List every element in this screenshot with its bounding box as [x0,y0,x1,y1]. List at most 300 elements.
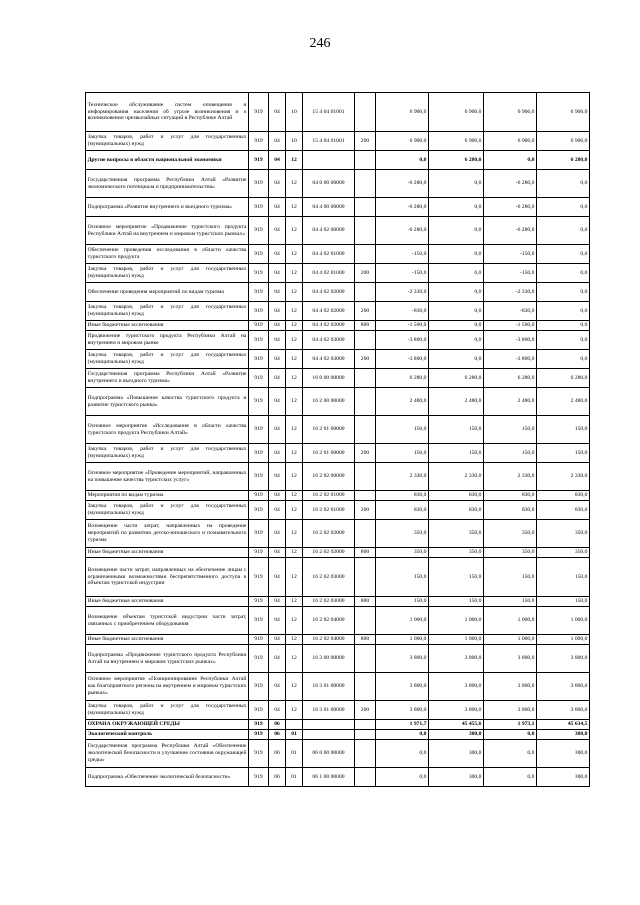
expense-type-code [355,768,376,787]
row-name: Возмещение части затрат, направленных на проведение мероприятий по развитию детско-юношеского и познавательного туризма [86,520,249,548]
section-code: 06 [269,740,286,768]
row-name: Основное мероприятие «Позиционирование Республики Алтай как благоприятного региона на внутреннем и мировом туристских рынках» [86,673,249,701]
amount-1: 3 800,0 [376,673,429,701]
target-article-code: 04 4 02 01000 [303,245,355,264]
target-article-code: 16 2 02 04000 [303,607,355,635]
row-name: Государственная программа Республики Алтай «Развитие экономического потенциала и предпринимательства» [86,170,249,198]
amount-1: -830,0 [376,302,429,321]
amount-3: -6 280,0 [484,170,537,198]
row-name: Иные бюджетные ассигнования [86,321,249,331]
section-code: 04 [269,444,286,463]
subsection-code: 12 [286,645,303,673]
admin-code: 919 [249,369,269,388]
admin-code: 919 [249,673,269,701]
amount-2: 150,0 [429,416,484,444]
table-row [86,198,590,217]
table-row [86,635,590,645]
amount-1: 1 000,0 [376,635,429,645]
amount-1: -150,0 [376,264,429,283]
amount-1: -3 800,0 [376,331,429,350]
admin-code: 919 [249,245,269,264]
subsection-code: 12 [286,520,303,548]
amount-1: 350,0 [376,548,429,558]
amount-3: 2 330,0 [484,463,537,491]
amount-3: 6 280,0 [484,369,537,388]
row-name: Подпрограмма «Развитие внутреннего и въездного туризма» [86,198,249,217]
admin-code: 919 [249,730,269,740]
table-row [86,416,590,444]
row-name: Закупка товаров, работ и услуг для государственных (муниципальных) нужд [86,444,249,463]
amount-2: 2 330,0 [429,463,484,491]
amount-1: 2 480,0 [376,388,429,416]
expense-type-code [355,198,376,217]
amount-1: -150,0 [376,245,429,264]
subsection-code: 12 [286,597,303,607]
target-article-code: 16 2 02 03000 [303,597,355,607]
expense-type-code [355,558,376,597]
amount-4: 1 000,0 [537,607,590,635]
admin-code: 919 [249,520,269,548]
section-code: 04 [269,635,286,645]
subsection-code: 12 [286,701,303,720]
amount-1: 150,0 [376,597,429,607]
subsection-code: 12 [286,388,303,416]
target-article-code [303,730,355,740]
target-article-code: 16 3 00 00000 [303,645,355,673]
table-row [86,645,590,673]
row-name: Техническое обслуживание систем оповещения и информирования населения об угрозе возникновения и о возникновении чрезвычайных ситуаций в Республике Алтай [86,93,249,132]
expense-type-code [355,217,376,245]
amount-4: 830,0 [537,491,590,501]
row-name: Иные бюджетные ассигнования [86,635,249,645]
amount-3: 150,0 [484,416,537,444]
amount-3: 0,0 [484,740,537,768]
amount-2: 0,0 [429,302,484,321]
row-name: Возмещение части затрат, направленных на обеспечение лицам с ограниченными возможностями беспрепятственного доступа к объектам туристской индустрии [86,558,249,597]
section-code: 04 [269,170,286,198]
table-row [86,558,590,597]
subsection-code: 12 [286,416,303,444]
amount-3: -3 800,0 [484,331,537,350]
amount-2: 1 000,0 [429,607,484,635]
amount-1: 6 906,0 [376,132,429,151]
subsection-code: 01 [286,730,303,740]
amount-3: 0,0 [484,151,537,170]
admin-code: 919 [249,170,269,198]
amount-4: 350,0 [537,548,590,558]
subsection-code: 12 [286,501,303,520]
target-article-code: 16 2 01 00000 [303,416,355,444]
target-article-code: 04 4 02 03000 [303,350,355,369]
target-article-code [303,720,355,730]
amount-2: 350,0 [429,520,484,548]
subsection-code: 12 [286,350,303,369]
amount-4: 0,0 [537,170,590,198]
admin-code: 919 [249,607,269,635]
admin-code: 919 [249,132,269,151]
amount-3: -6 280,0 [484,217,537,245]
expense-type-code [355,388,376,416]
amount-1: 6 280,0 [376,369,429,388]
subsection-code: 10 [286,132,303,151]
row-name: Закупка товаров, работ и услуг для государственных (муниципальных) нужд [86,501,249,520]
amount-4: 0,0 [537,350,590,369]
section-code: 04 [269,264,286,283]
admin-code: 919 [249,444,269,463]
target-article-code: 04 4 02 02000 [303,283,355,302]
amount-4: 300,0 [537,730,590,740]
row-name: Закупка товаров, работ и услуг для государственных (муниципальных) нужд [86,264,249,283]
table-row [86,283,590,302]
amount-1: 1 971,7 [376,720,429,730]
row-name: Подпрограмма «Продвижение туристского продукта Республики Алтай на внутреннем и мировом туристских рынках» [86,645,249,673]
amount-2: 0,0 [429,350,484,369]
expense-type-code [355,369,376,388]
amount-1: 3 800,0 [376,645,429,673]
amount-2: 830,0 [429,491,484,501]
target-article-code: 15 4 04 01001 [303,93,355,132]
section-code: 04 [269,558,286,597]
amount-3: 2 480,0 [484,388,537,416]
expense-type-code [355,720,376,730]
table-row [86,444,590,463]
subsection-code: 01 [286,768,303,787]
row-name: Другие вопросы в области национальной экономики [86,151,249,170]
section-code: 04 [269,331,286,350]
amount-3: 1 973,1 [484,720,537,730]
table-row [86,491,590,501]
expense-type-code [355,93,376,132]
row-name: ОХРАНА ОКРУЖАЮЩЕЙ СРЕДЫ [86,720,249,730]
amount-4: 150,0 [537,558,590,597]
amount-4: 830,0 [537,501,590,520]
target-article-code: 04 4 02 03000 [303,331,355,350]
subsection-code: 12 [286,635,303,645]
expense-type-code [355,491,376,501]
row-name: Иные бюджетные ассигнования [86,597,249,607]
row-name: Закупка товаров, работ и услуг для государственных (муниципальных) нужд [86,350,249,369]
table-row [86,170,590,198]
amount-3: 6 906,0 [484,93,537,132]
row-name: Обеспечение проведения мероприятий по видам туризма [86,283,249,302]
subsection-code: 12 [286,283,303,302]
amount-4: 0,0 [537,321,590,331]
section-code: 04 [269,607,286,635]
amount-3: -150,0 [484,264,537,283]
amount-3: 3 800,0 [484,701,537,720]
table-row [86,388,590,416]
expense-type-code [355,151,376,170]
target-article-code: 16 2 02 01000 [303,501,355,520]
expense-type-code: 800 [355,597,376,607]
amount-2: 3 800,0 [429,673,484,701]
subsection-code: 12 [286,558,303,597]
subsection-code: 12 [286,198,303,217]
table-row [86,217,590,245]
section-code: 04 [269,350,286,369]
amount-1: 2 330,0 [376,463,429,491]
subsection-code: 12 [286,463,303,491]
amount-3: 1 000,0 [484,635,537,645]
admin-code: 919 [249,388,269,416]
admin-code: 919 [249,501,269,520]
target-article-code: 16 2 02 04000 [303,635,355,645]
amount-2: 350,0 [429,548,484,558]
amount-1: 830,0 [376,491,429,501]
amount-3: 830,0 [484,501,537,520]
table-row [86,720,590,730]
table-row [86,302,590,321]
expense-type-code [355,245,376,264]
target-article-code: 04 4 02 02000 [303,321,355,331]
amount-4: 350,0 [537,520,590,548]
admin-code: 919 [249,740,269,768]
section-code: 04 [269,369,286,388]
amount-2: 3 800,0 [429,645,484,673]
table-row [86,701,590,720]
target-article-code [303,151,355,170]
target-article-code: 04 4 00 00000 [303,198,355,217]
table-body [86,93,590,787]
row-name: Основное мероприятие «Продвижение туристского продукта Республики Алтай на внутреннем и мировом туристских рынках» [86,217,249,245]
amount-1: 1 000,0 [376,607,429,635]
amount-3: -3 800,0 [484,350,537,369]
target-article-code: 16 3 01 00000 [303,701,355,720]
admin-code: 919 [249,597,269,607]
amount-1: -6 280,0 [376,217,429,245]
target-article-code: 16 2 02 01000 [303,491,355,501]
amount-2: 0,0 [429,245,484,264]
amount-4: 6 906,0 [537,93,590,132]
section-code: 04 [269,245,286,264]
amount-4: 0,0 [537,245,590,264]
subsection-code: 10 [286,93,303,132]
amount-3: 3 800,0 [484,673,537,701]
subsection-code: 12 [286,607,303,635]
amount-2: 0,0 [429,331,484,350]
page-number: 246 [309,36,331,51]
target-article-code: 06 0 00 00000 [303,740,355,768]
amount-4: 300,0 [537,768,590,787]
admin-code: 919 [249,491,269,501]
amount-1: 0,0 [376,151,429,170]
section-code: 04 [269,673,286,701]
row-name: Подпрограмма «Повышение качества туристского продукта и развитие туристского рынка» [86,388,249,416]
amount-4: 6 280,0 [537,151,590,170]
section-code: 06 [269,730,286,740]
amount-3: -2 330,0 [484,283,537,302]
subsection-code: 12 [286,331,303,350]
amount-3: 1 000,0 [484,607,537,635]
subsection-code: 12 [286,548,303,558]
amount-1: -1 500,0 [376,321,429,331]
table-row [86,548,590,558]
row-name: Иные бюджетные ассигнования [86,548,249,558]
row-name: Государственная программа Республики Алтай «Развитие внутреннего и въездного туризма» [86,369,249,388]
admin-code: 919 [249,548,269,558]
row-name: Продвижение туристского продукта Республики Алтай на внутреннем и мировом рынке [86,331,249,350]
table-row [86,463,590,491]
amount-4: 150,0 [537,597,590,607]
amount-2: 0,0 [429,321,484,331]
target-article-code: 16 2 02 02000 [303,548,355,558]
subsection-code: 12 [286,673,303,701]
expense-type-code [355,331,376,350]
amount-3: 0,0 [484,768,537,787]
target-article-code: 06 1 00 00000 [303,768,355,787]
subsection-code [286,720,303,730]
admin-code: 919 [249,350,269,369]
admin-code: 919 [249,768,269,787]
subsection-code: 12 [286,151,303,170]
amount-1: -6 280,0 [376,170,429,198]
expense-type-code [355,463,376,491]
amount-1: 0,0 [376,730,429,740]
admin-code: 919 [249,151,269,170]
section-code: 04 [269,548,286,558]
expense-type-code [355,673,376,701]
subsection-code: 12 [286,369,303,388]
amount-4: 6 280,0 [537,369,590,388]
subsection-code: 12 [286,302,303,321]
section-code: 06 [269,768,286,787]
target-article-code: 04 4 02 01000 [303,264,355,283]
amount-1: 150,0 [376,416,429,444]
table-row [86,93,590,132]
table-row [86,740,590,768]
admin-code: 919 [249,93,269,132]
row-name: Подпрограмма «Обеспечение экологической безопасности» [86,768,249,787]
section-code: 04 [269,198,286,217]
amount-3: -150,0 [484,245,537,264]
row-name: Экологический контроль [86,730,249,740]
amount-3: 150,0 [484,444,537,463]
amount-1: 150,0 [376,444,429,463]
subsection-code: 12 [286,170,303,198]
section-code: 04 [269,597,286,607]
expense-type-code: 200 [355,350,376,369]
table-row [86,264,590,283]
admin-code: 919 [249,302,269,321]
target-article-code: 04 4 02 00000 [303,217,355,245]
amount-1: 6 906,0 [376,93,429,132]
amount-2: 0,0 [429,170,484,198]
target-article-code: 16 2 01 00000 [303,444,355,463]
budget-table [85,92,590,787]
row-name: Возмещение объектам туристской индустрии части затрат, связанных с приобретением оборудования [86,607,249,635]
amount-4: 2 330,0 [537,463,590,491]
subsection-code: 12 [286,444,303,463]
target-article-code: 16 2 02 03000 [303,558,355,597]
expense-type-code [355,607,376,635]
section-code: 04 [269,416,286,444]
amount-4: 300,0 [537,740,590,768]
amount-4: 0,0 [537,331,590,350]
expense-type-code: 200 [355,132,376,151]
amount-3: 0,0 [484,730,537,740]
table-row [86,350,590,369]
row-name: Обеспечение проведения исследования в области качества туристского продукта [86,245,249,264]
admin-code: 919 [249,645,269,673]
section-code: 04 [269,388,286,416]
amount-2: 0,0 [429,198,484,217]
table-row [86,321,590,331]
admin-code: 919 [249,463,269,491]
section-code: 04 [269,491,286,501]
amount-2: 300,0 [429,740,484,768]
amount-4: 1 000,0 [537,635,590,645]
expense-type-code [355,170,376,198]
amount-4: 3 800,0 [537,645,590,673]
amount-2: 300,0 [429,768,484,787]
amount-2: 6 280,0 [429,151,484,170]
admin-code: 919 [249,720,269,730]
amount-2: 300,0 [429,730,484,740]
expense-type-code: 200 [355,302,376,321]
expense-type-code: 200 [355,501,376,520]
amount-4: 0,0 [537,302,590,321]
amount-4: 2 480,0 [537,388,590,416]
table-row [86,245,590,264]
target-article-code: 04 0 00 00000 [303,170,355,198]
amount-3: -1 500,0 [484,321,537,331]
target-article-code: 16 3 01 00000 [303,673,355,701]
subsection-code: 12 [286,491,303,501]
amount-3: 830,0 [484,491,537,501]
admin-code: 919 [249,321,269,331]
amount-3: 150,0 [484,558,537,597]
amount-3: 6 906,0 [484,132,537,151]
row-name: Закупка товаров, работ и услуг для государственных (муниципальных) нужд [86,132,249,151]
target-article-code: 16 2 02 00000 [303,463,355,491]
amount-2: 830,0 [429,501,484,520]
table-row [86,369,590,388]
expense-type-code [355,740,376,768]
amount-3: -830,0 [484,302,537,321]
amount-2: 6 280,0 [429,369,484,388]
amount-2: 0,0 [429,217,484,245]
section-code: 04 [269,93,286,132]
table-row [86,730,590,740]
admin-code: 919 [249,701,269,720]
table-row [86,597,590,607]
amount-1: -6 280,0 [376,198,429,217]
amount-2: 6 906,0 [429,93,484,132]
row-name: Основное мероприятие «Проведение мероприятий, направленных на повышение качества туристских услуг» [86,463,249,491]
subsection-code: 12 [286,217,303,245]
subsection-code: 12 [286,245,303,264]
amount-2: 2 480,0 [429,388,484,416]
section-code: 04 [269,645,286,673]
expense-type-code [355,645,376,673]
amount-1: -3 800,0 [376,350,429,369]
amount-3: 3 800,0 [484,645,537,673]
amount-2: 150,0 [429,558,484,597]
expense-type-code: 200 [355,264,376,283]
admin-code: 919 [249,558,269,597]
amount-2: 45 455,6 [429,720,484,730]
table-row [86,520,590,548]
admin-code: 919 [249,283,269,302]
table-row [86,501,590,520]
table-row [86,331,590,350]
amount-4: 0,0 [537,264,590,283]
table-row [86,673,590,701]
amount-4: 0,0 [537,283,590,302]
amount-1: 350,0 [376,520,429,548]
expense-type-code: 800 [355,321,376,331]
amount-3: 150,0 [484,597,537,607]
